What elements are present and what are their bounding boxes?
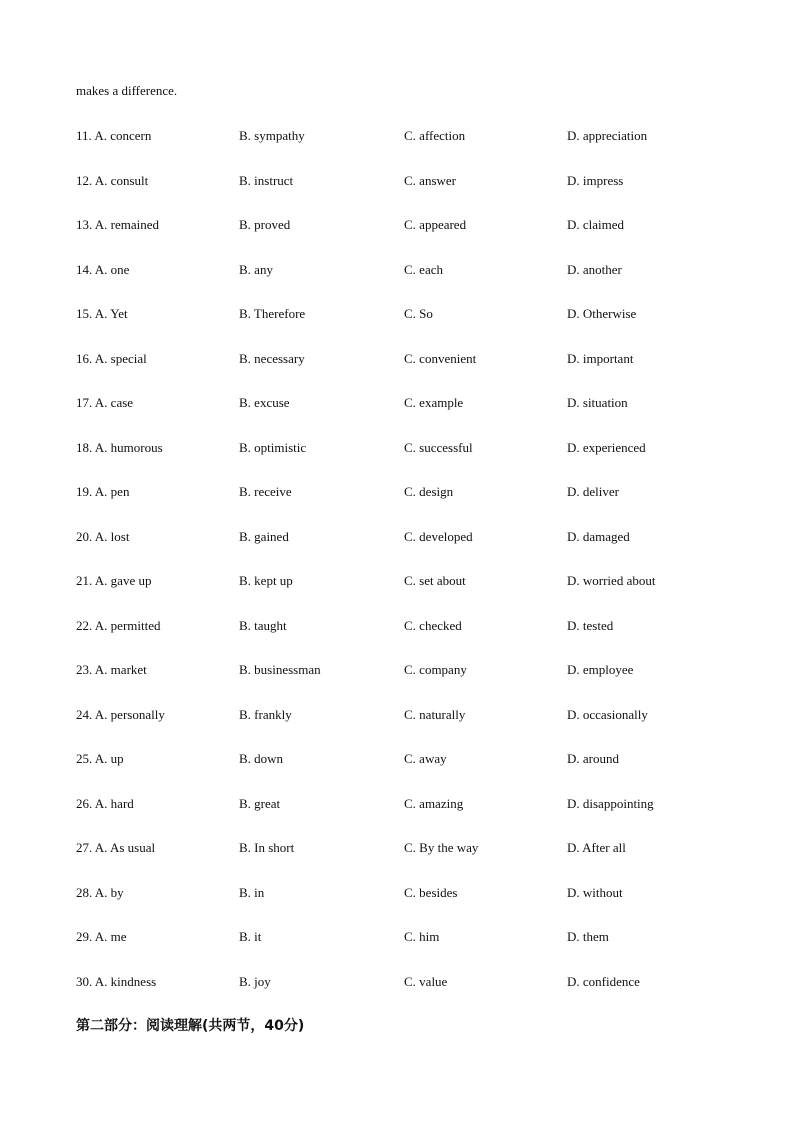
option-a: 19. A. pen — [76, 484, 130, 499]
option-c: C. value — [404, 973, 448, 989]
option-a: 23. A. market — [76, 662, 147, 677]
question-number: 13. — [76, 217, 93, 232]
question-number: 15. — [76, 306, 93, 321]
question-number: 12. — [76, 172, 93, 188]
option-d: D. situation — [567, 395, 628, 410]
option-a: 27. A. As usual — [76, 840, 156, 855]
question-number: 21. — [76, 573, 93, 588]
question-row-24 — [76, 705, 756, 750]
question-row-21 — [76, 571, 756, 616]
question-number: 30. — [76, 973, 93, 989]
question-row-25 — [76, 749, 756, 794]
question-row-17 — [76, 393, 756, 438]
question-number: 25. — [76, 751, 93, 766]
question-number: 17. — [76, 395, 93, 410]
option-d: D. employee — [567, 662, 634, 677]
option-b: B. excuse — [239, 395, 290, 410]
option-d: D. another — [567, 261, 622, 277]
option-b: B. necessary — [239, 350, 305, 366]
option-a: 25. A. up — [76, 751, 124, 766]
option-b: B. sympathy — [239, 128, 305, 143]
question-row-12 — [76, 171, 756, 216]
option-c: C. affection — [404, 128, 466, 143]
question-number: 11. — [76, 128, 92, 143]
question-number: 24. — [76, 706, 93, 722]
question-number: 26. — [76, 795, 93, 811]
question-row-11 — [76, 126, 756, 171]
option-b: B. in — [239, 884, 265, 900]
option-a: 29. A. me — [76, 929, 127, 944]
option-c: C. design — [404, 484, 454, 499]
option-b: B. gained — [239, 528, 289, 544]
option-c: C. besides — [404, 884, 458, 900]
question-row-15 — [76, 304, 756, 349]
option-a: 14. A. one — [76, 261, 130, 277]
option-d: D. deliver — [567, 484, 619, 499]
option-c: C. each — [404, 261, 443, 277]
option-a: 30. A. kindness — [76, 973, 157, 989]
option-a: 12. A. consult — [76, 172, 149, 188]
option-c: C. appeared — [404, 217, 467, 232]
option-a: 18. A. humorous — [76, 439, 163, 455]
question-row-13 — [76, 215, 756, 260]
option-c: C. successful — [404, 439, 473, 455]
option-b: B. joy — [239, 973, 271, 989]
option-a: 20. A. lost — [76, 528, 130, 544]
option-b: B. businessman — [239, 662, 321, 677]
option-b: B. Therefore — [239, 306, 306, 321]
option-b: B. kept up — [239, 573, 293, 588]
option-c: C. checked — [404, 617, 462, 633]
question-row-30 — [76, 972, 756, 1017]
option-a: 11. A. concern — [76, 128, 152, 143]
question-number: 27. — [76, 840, 93, 855]
option-a: 22. A. permitted — [76, 617, 161, 633]
question-number: 18. — [76, 439, 93, 455]
option-c: C. set about — [404, 573, 466, 588]
question-number: 20. — [76, 528, 93, 544]
option-b: B. optimistic — [239, 439, 307, 455]
option-c: C. So — [404, 306, 433, 321]
option-c: C. convenient — [404, 350, 477, 366]
question-number: 19. — [76, 484, 93, 499]
passage-ending-text: makes a difference. — [76, 83, 178, 98]
option-b: B. frankly — [239, 706, 292, 722]
question-number: 16. — [76, 350, 93, 366]
question-row-28 — [76, 883, 756, 928]
question-number: 28. — [76, 884, 93, 900]
option-b: B. it — [239, 929, 262, 944]
question-row-16 — [76, 349, 756, 394]
option-a: 13. A. remained — [76, 217, 160, 232]
cloze-options-list — [76, 126, 756, 1016]
option-d: D. appreciation — [567, 128, 648, 143]
option-d: D. After all — [567, 840, 626, 855]
option-c: C. amazing — [404, 795, 464, 811]
option-c: C. example — [404, 395, 464, 410]
option-d: D. damaged — [567, 528, 630, 544]
option-d: D. Otherwise — [567, 306, 637, 321]
option-d: D. occasionally — [567, 706, 648, 722]
option-b: B. instruct — [239, 172, 294, 188]
option-d: D. disappointing — [567, 795, 654, 811]
option-a: 16. A. special — [76, 350, 147, 366]
option-b: B. In short — [239, 840, 295, 855]
question-number: 22. — [76, 617, 93, 633]
question-row-22 — [76, 616, 756, 661]
option-b: B. proved — [239, 217, 291, 232]
option-d: D. tested — [567, 617, 614, 633]
question-row-20 — [76, 527, 756, 572]
option-a: 17. A. case — [76, 395, 134, 410]
option-b: B. great — [239, 795, 281, 811]
option-d: D. claimed — [567, 217, 625, 232]
option-c: C. By the way — [404, 840, 479, 855]
question-number: 29. — [76, 929, 93, 944]
option-d: D. impress — [567, 172, 624, 188]
question-row-27 — [76, 838, 756, 883]
option-c: C. developed — [404, 528, 473, 544]
option-d: D. worried about — [567, 573, 656, 588]
option-d: D. without — [567, 884, 623, 900]
option-d: D. around — [567, 751, 619, 766]
option-c: C. him — [404, 929, 440, 944]
option-d: D. experienced — [567, 439, 646, 455]
question-row-18 — [76, 438, 756, 483]
option-d: D. them — [567, 929, 609, 944]
question-number: 14. — [76, 261, 93, 277]
question-row-19 — [76, 482, 756, 527]
option-a: 21. A. gave up — [76, 573, 152, 588]
option-d: D. confidence — [567, 973, 640, 989]
option-a: 26. A. hard — [76, 795, 134, 811]
question-row-29 — [76, 927, 756, 972]
option-b: B. receive — [239, 484, 292, 499]
option-a: 24. A. personally — [76, 706, 165, 722]
question-row-14 — [76, 260, 756, 305]
option-d: D. important — [567, 350, 634, 366]
option-b: B. down — [239, 751, 284, 766]
question-number: 23. — [76, 662, 93, 677]
question-row-23 — [76, 660, 756, 705]
option-b: B. taught — [239, 617, 287, 633]
option-b: B. any — [239, 261, 273, 277]
section-heading: 第二部分：阅读理解(共两节，40分) — [76, 1018, 305, 1034]
question-row-26 — [76, 794, 756, 839]
option-c: C. answer — [404, 172, 456, 188]
option-a: 28. A. by — [76, 884, 124, 900]
option-c: C. naturally — [404, 706, 466, 722]
option-c: C. away — [404, 751, 447, 766]
option-c: C. company — [404, 662, 467, 677]
option-a: 15. A. Yet — [76, 306, 128, 321]
